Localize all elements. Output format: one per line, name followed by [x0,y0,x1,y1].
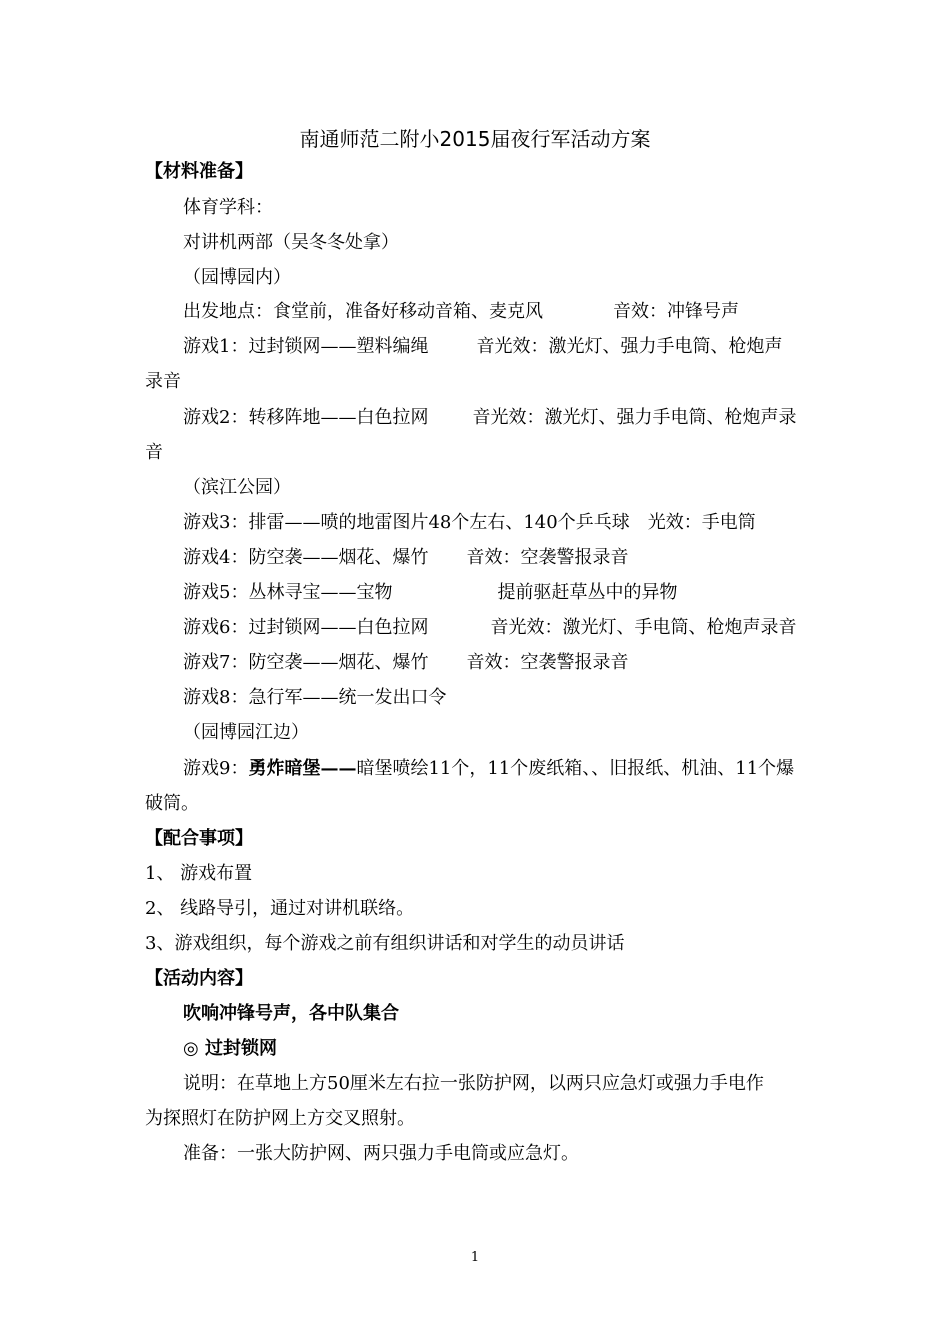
line-game-2 [183,406,796,430]
line-description-wrap: 为探照灯在防护网上方交叉照射。 [145,1108,415,1129]
start-sound: 音效：冲锋号声 [613,301,739,322]
line-game-3: 游戏3：排雷——喷的地雷图片48个左右、140个乒乓球 光效：手电筒 [183,512,756,533]
line-location-2: （滨江公园） [183,477,291,498]
line-description: 说明：在草地上方50厘米左右拉一张防护网，以两只应急灯或强力手电作 [183,1073,764,1094]
line-game-2-wrap: 音 [145,442,163,463]
game-4-sound: 音效：空袭警报录音 [466,547,629,568]
line-location-1: （园博园内） [183,267,291,288]
game-4-text: 游戏4：防空袭——烟花、爆竹 [183,547,429,568]
coordination-item-1: 1、 游戏布置 [145,863,253,884]
page-number: 1 [470,1250,480,1265]
game-1-effects: 音光效：激光灯、强力手电筒、枪炮声 [476,336,783,357]
line-location-3: （园博园江边） [183,722,309,743]
line-game-1 [183,335,782,359]
line-game-6 [183,616,796,640]
game-5-text: 游戏5：丛林寻宝——宝物 [183,582,393,603]
subheading-blockade: ◎ 过封锁网 [183,1038,277,1059]
line-game-8: 游戏8：急行军——统一发出口令 [183,687,447,708]
line-walkie: 对讲机两部（吴冬冬处拿） [183,232,399,253]
start-text: 出发地点：食堂前，准备好移动音箱、麦克风 [183,301,543,322]
game-5-note: 提前驱赶草丛中的异物 [497,582,678,603]
game-2-text: 游戏2：转移阵地——白色拉网 [183,407,429,428]
line-game-5 [183,581,677,605]
line-game-7 [183,651,628,675]
section-heading-coordination: 【配合事项】 [145,828,253,849]
line-start [183,300,739,324]
game-2-effects: 音光效：激光灯、强力手电筒、枪炮声录 [472,407,797,428]
game-9-text: 暗堡喷绘11个，11个废纸箱、、旧报纸、机油、11个爆 [356,758,795,779]
line-pe: 体育学科： [183,197,273,218]
line-game-1-wrap: 录音 [145,371,181,392]
game-7-text: 游戏7：防空袭——烟花、爆竹 [183,652,429,673]
document-title: 南通师范二附小2015届夜行军活动方案 [299,127,651,151]
game-9-name: 勇炸暗堡—— [248,758,357,779]
line-bugle: 吹响冲锋号声，各中队集合 [183,1003,399,1024]
coordination-item-2: 2、 线路导引，通过对讲机联络。 [145,898,415,919]
line-game-4 [183,546,628,570]
game-9-prefix: 游戏9： [183,758,249,779]
game-1-text: 游戏1：过封锁网——塑料编绳 [183,336,429,357]
line-game-9-wrap: 破筒。 [145,793,199,814]
line-game-9 [183,757,794,781]
game-7-sound: 音效：空袭警报录音 [466,652,629,673]
line-preparation: 准备：一张大防护网、两只强力手电筒或应急灯。 [183,1143,579,1164]
section-heading-materials: 【材料准备】 [145,161,253,182]
game-6-effects: 音光效：激光灯、手电筒、枪炮声录音 [490,617,797,638]
section-heading-content: 【活动内容】 [145,968,253,989]
coordination-item-3: 3、游戏组织，每个游戏之前有组织讲话和对学生的动员讲话 [145,933,625,954]
game-6-text: 游戏6：过封锁网——白色拉网 [183,617,429,638]
